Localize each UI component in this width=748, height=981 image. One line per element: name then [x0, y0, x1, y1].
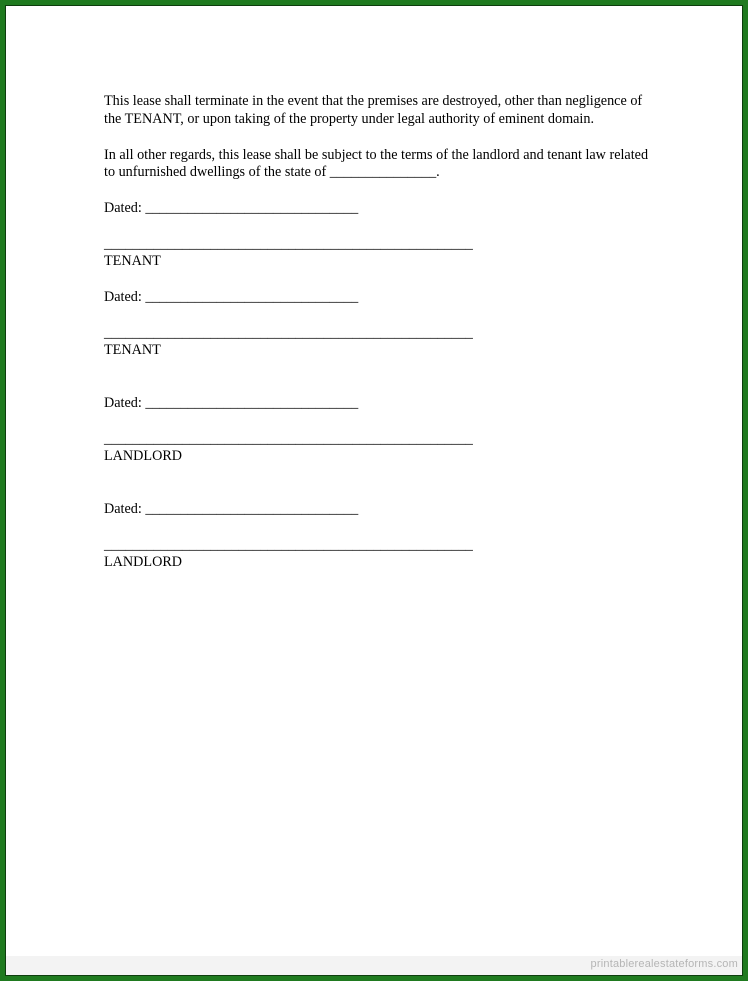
- signature-role-label: LANDLORD: [104, 554, 183, 570]
- signature-line[interactable]: ____________________________________________________: [104, 431, 473, 447]
- paragraph-termination-line-2: the TENANT, or upon taking of the property under legal authority of eminent domain.: [104, 111, 595, 127]
- watermark-text: printablerealestateforms.com: [590, 958, 738, 970]
- dated-line[interactable]: Dated: ______________________________: [104, 200, 359, 216]
- dated-line[interactable]: Dated: ______________________________: [104, 501, 359, 517]
- paragraph-termination-line-1: This lease shall terminate in the event that the premises are destroyed, other than negligence of: [104, 93, 643, 109]
- dated-line[interactable]: Dated: ______________________________: [104, 289, 359, 305]
- signature-line[interactable]: ____________________________________________________: [104, 236, 473, 252]
- paragraph-state-law-line-2: to unfurnished dwellings of the state of _______________.: [104, 164, 440, 180]
- paragraph-state-law-line-1: In all other regards, this lease shall be subject to the terms of the landlord and tenant law related: [104, 147, 649, 163]
- dated-line[interactable]: Dated: ______________________________: [104, 395, 359, 411]
- signature-role-label: TENANT: [104, 253, 161, 269]
- signature-role-label: TENANT: [104, 342, 161, 358]
- signature-role-label: LANDLORD: [104, 448, 183, 464]
- signature-line[interactable]: ____________________________________________________: [104, 325, 473, 341]
- signature-line[interactable]: ____________________________________________________: [104, 537, 473, 553]
